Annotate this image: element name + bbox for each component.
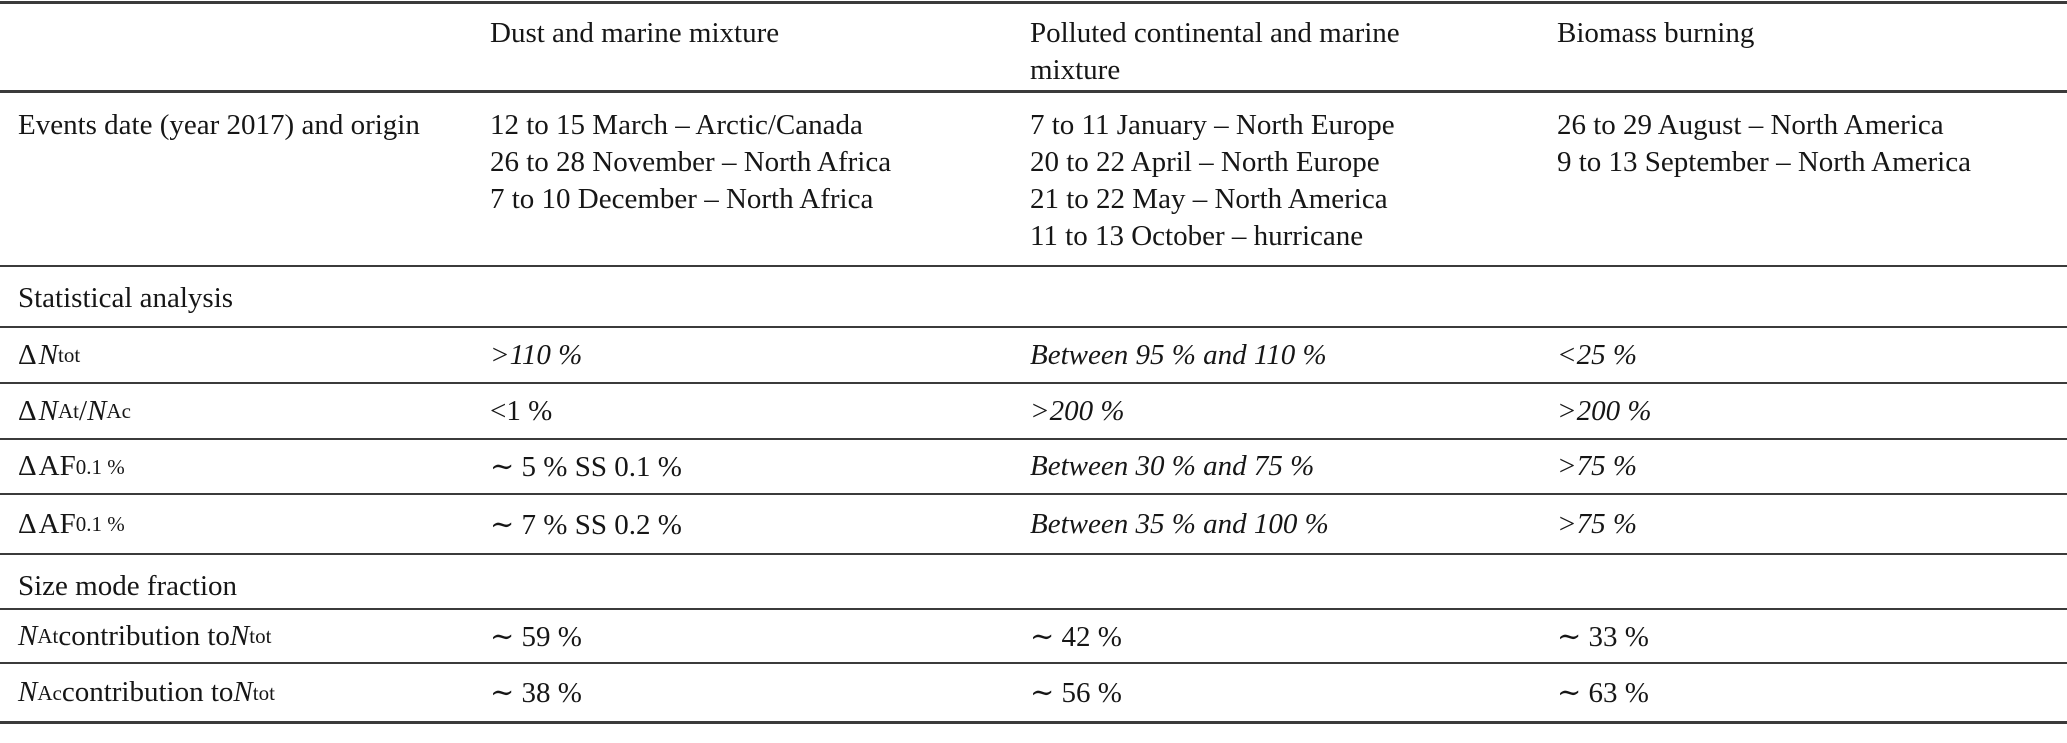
delta-af-01-a-biomass-value: >75 % — [1557, 450, 1637, 482]
nac-contribution-polluted-value: ∼ 56 % — [1030, 677, 1122, 709]
event-line: 11 to 13 October – hurricane — [1030, 220, 1364, 252]
section-label-statistical: Statistical analysis — [18, 282, 234, 314]
header-col-biomass: Biomass burning — [1557, 17, 1755, 49]
delta-ntot-polluted-value: Between 95 % and 110 % — [1030, 338, 1327, 371]
delta-af-01-a-dust-value: ∼ 5 % SS 0.1 % — [490, 451, 682, 483]
delta-nat-nac-dust-value: <1 % — [490, 394, 553, 427]
row-nat-contribution — [0, 610, 2067, 664]
row-delta-nat-nac-label: Δ N At / N Ac — [18, 394, 131, 427]
delta-af-01-b-polluted-value: Between 35 % and 100 % — [1030, 507, 1329, 540]
events-dust-cell — [472, 93, 1012, 265]
delta-ntot-biomass-value: <25 % — [1557, 338, 1637, 371]
nat-contribution-biomass-value: ∼ 33 % — [1557, 620, 1649, 653]
delta-symbol: Δ — [18, 394, 37, 427]
summary-table — [0, 1, 2067, 724]
header-col-dust: Dust and marine mixture — [490, 17, 780, 49]
row-nac-contribution — [0, 664, 2067, 721]
delta-symbol: Δ — [18, 450, 37, 482]
row-nac-contribution-label: N Ac contribution to N tot — [18, 676, 275, 708]
nat-contribution-dust-value: ∼ 59 % — [490, 620, 582, 653]
row-nat-contribution-label: N At contribution to N tot — [18, 619, 272, 652]
table-header-row — [0, 4, 2067, 93]
events-polluted-cell — [1012, 93, 1539, 265]
nac-contribution-biomass-value: ∼ 63 % — [1557, 677, 1649, 709]
event-line: 9 to 13 September – North America — [1557, 146, 1971, 178]
row-delta-af-01-a-label: Δ AF 0.1 % — [18, 450, 125, 482]
section-label-size-mode: Size mode fraction — [18, 570, 238, 602]
event-line: 20 to 22 April – North Europe — [1030, 146, 1380, 178]
event-line: 26 to 29 August – North America — [1557, 109, 1944, 141]
event-line: 12 to 15 March – Arctic/Canada — [490, 109, 863, 141]
events-row-label: Events date (year 2017) and origin — [18, 109, 420, 141]
delta-af-01-a-polluted-value: Between 30 % and 75 % — [1030, 450, 1315, 482]
event-line: 21 to 22 May – North America — [1030, 183, 1388, 215]
event-line: 7 to 10 December – North Africa — [490, 183, 874, 215]
event-line: 26 to 28 November – North Africa — [490, 146, 892, 178]
nat-contribution-polluted-value: ∼ 42 % — [1030, 620, 1122, 653]
events-row — [0, 93, 2067, 267]
events-biomass-cell — [1539, 93, 2067, 265]
delta-af-01-b-biomass-value: >75 % — [1557, 507, 1637, 540]
delta-symbol: Δ — [18, 507, 37, 540]
row-delta-af-01-b — [0, 495, 2067, 555]
row-delta-ntot — [0, 328, 2067, 384]
nac-contribution-dust-value: ∼ 38 % — [490, 677, 582, 709]
row-delta-af-01-a — [0, 440, 2067, 495]
section-row-statistical — [0, 267, 2067, 328]
delta-nat-nac-polluted-value: >200 % — [1030, 394, 1125, 427]
delta-nat-nac-biomass-value: >200 % — [1557, 394, 1652, 427]
section-row-size-mode — [0, 555, 2067, 610]
header-empty-cell — [0, 4, 472, 90]
delta-symbol: Δ — [18, 338, 37, 371]
delta-ntot-dust-value: >110 % — [490, 338, 583, 371]
delta-af-01-b-dust-value: ∼ 7 % SS 0.2 % — [490, 508, 682, 541]
header-col-polluted: Polluted continental and marine mixture — [1030, 17, 1400, 86]
row-delta-ntot-label: Δ N tot — [18, 338, 81, 371]
row-delta-af-01-b-label: Δ AF 0.1 % — [18, 507, 125, 540]
row-delta-nat-nac — [0, 384, 2067, 440]
event-line: 7 to 11 January – North Europe — [1030, 109, 1395, 141]
